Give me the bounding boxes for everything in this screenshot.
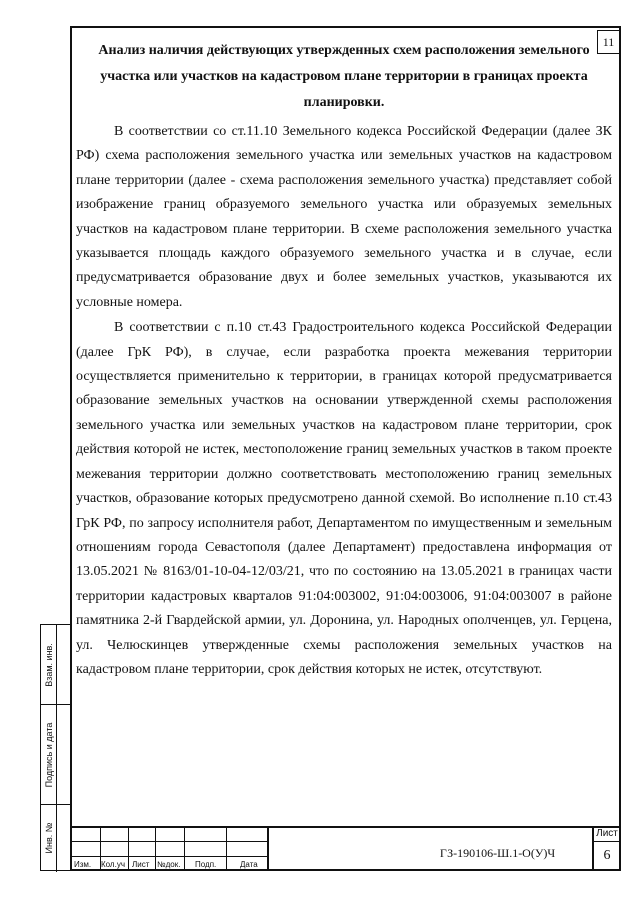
- sheet-label: Лист: [596, 828, 618, 839]
- stamp-col-podp: Подп.: [195, 860, 217, 869]
- document-code: ГЗ-190106-Ш.1-О(У)Ч: [439, 846, 556, 860]
- strip-label-inv-no: Инв. №: [44, 822, 54, 853]
- strip-cell-podpis: [40, 704, 70, 804]
- document-title: Анализ наличия действующих утвержденных схем расположения земельного участка или участков на кадастровом плане территории в границах проекта планировки.: [98, 43, 590, 110]
- stamp-col-list: Лист: [132, 860, 150, 869]
- document-body: [76, 38, 612, 682]
- paragraph-2: В соответствии с п.10 ст.43 Градостроительного кодекса Российской Федерации (далее ГрК РФ), в случае, если разработка проекта межевания территории осуществляется применительно к территории, в границах которой предусматривается образование земельных участков на основании утвержденной схемы расположения земельного участка или земельных участков на кадастровом плане территории, срок действия которой не истек, местоположение границ земельных участков в таком проекте межевания территории должно соответствовать местоположению границ земельных участков, образование которых предусмотрено данной схемой. Во исполнение п.10 ст.43 ГрК РФ, по запросу исполнителя работ, Департаментом по имущественным и земельным отношениям города Севастополя (далее Департамент) предоставлена информация от 13.05.2021 № 8163/01-10-04-12/03/21, что по состоянию на 13.05.2021 в границах части территории кадастровых кварталов 91:04:003002, 91:04:003006, 91:04:003007 в районе памятника 2-й Гвардейской армии, ул. Доронина, ул. Народных ополченцев, ул. Герцена, ул. Челюскинцев утвержденные схемы расположения земельных участков на кадастровом плане территории, срок действия которых не истек, отсутствуют.: [76, 320, 612, 677]
- stamp-col-data: Дата: [240, 860, 258, 869]
- title-block: [70, 826, 621, 871]
- binding-strip: [40, 624, 70, 871]
- strip-cell-inv: [40, 804, 70, 871]
- corner-page-number: 11: [597, 30, 620, 54]
- strip-cell-vzam: [40, 624, 70, 704]
- sheet-number: 6: [603, 848, 611, 863]
- strip-label-vzam-inv: Взам. инв.: [44, 642, 54, 687]
- stamp-col-koluch: Кол.уч: [101, 860, 125, 869]
- paragraph-1: В соответствии со ст.11.10 Земельного кодекса Российской Федерации (далее ЗК РФ) схема расположения земельного участка или земельных участков на кадастровом плане территории (далее - схема расположения земельного участка) представляет собой изображение границ образуемого земельного участка или образуемых земельных участков на кадастровом плане территории. В схеме расположения земельного участка указывается площадь каждого образуемого земельного участка и в случае, если предусматривается образование двух и более земельных участков, указываются их условные номера.: [76, 124, 612, 310]
- stamp-col-izm: Изм.: [74, 860, 92, 869]
- strip-label-podpis-data: Подпись и дата: [44, 722, 54, 787]
- stamp-col-ndok: №док.: [157, 860, 181, 869]
